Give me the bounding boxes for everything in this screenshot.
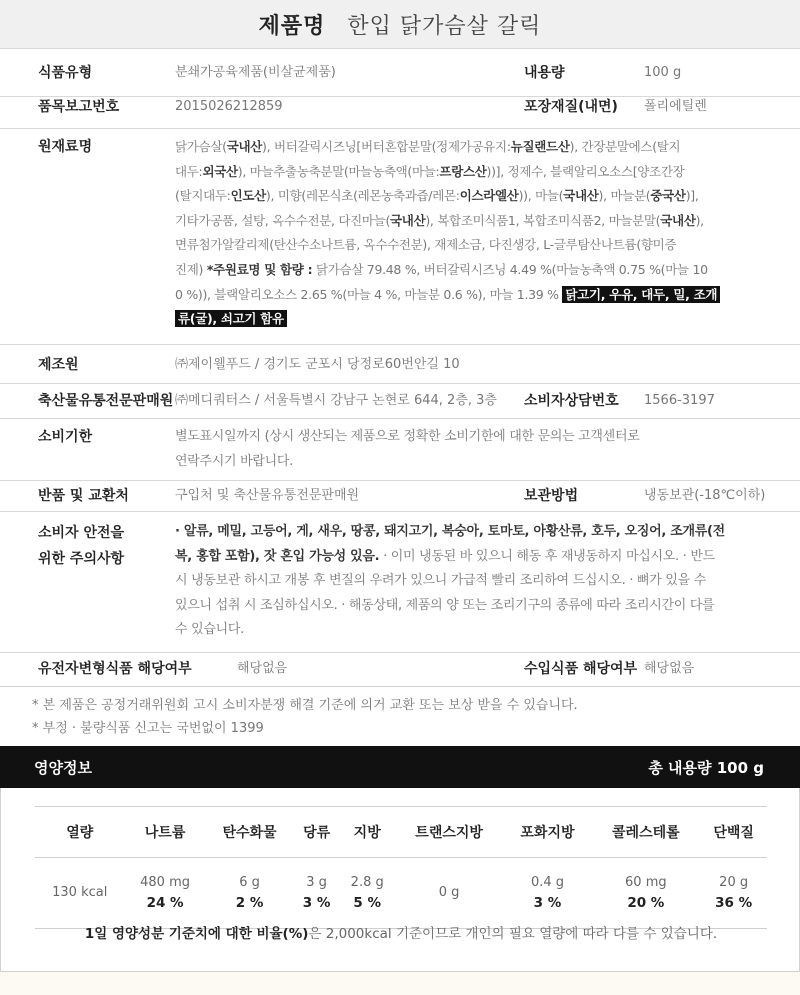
nutrient-cell <box>206 858 294 929</box>
nutrient-header: 포화지방 <box>504 807 592 858</box>
report-number-value: 2015026212859 <box>175 99 283 114</box>
ingredients-line: 진제) *주원료명 및 함량 : 닭가슴살 79.48 %, 버터갈릭시즈닝 4.49 %(마늘농축액 0.75 %(마늘 10 <box>175 261 708 277</box>
caution-line: 복, 홍합 포함), 잣 혼입 가능성 있음. · 이미 냉동된 바 있으니 해동 후 재냉동하지 마십시오. · 반드 <box>175 548 715 564</box>
nutrition-panel <box>0 788 800 972</box>
nutrient-percent: 3 % <box>302 894 331 911</box>
product-name-value: 한입 닭가슴살 갈릭 <box>347 13 542 39</box>
expiry-line: 연락주시기 바랍니다. <box>175 453 293 469</box>
nutrient-percent: 5 % <box>353 894 382 911</box>
report-number-label: 품목보고번호 <box>38 99 120 115</box>
disclaimer-note: * 부정 · 불량식품 신고는 국번없이 1399 <box>32 721 264 736</box>
nutrient-amount: 3 g <box>306 874 327 890</box>
nutrient-header: 트랜스지방 <box>395 807 504 858</box>
nutrient-cell <box>700 858 767 929</box>
nutrient-cell <box>504 858 592 929</box>
caution-label-line: 소비자 안전을 <box>38 525 125 541</box>
disclaimer-note: * 본 제품은 공정거래위원회 고시 소비자분쟁 해결 기준에 의거 교환 또는 보상 받을 수 있습니다. <box>32 698 578 713</box>
allergen-highlight: 류(굴), 쇠고기 함유 <box>175 310 287 327</box>
nutrient-amount: 130 kcal <box>52 885 108 900</box>
ingredients-line: 면류첨가알칼리제(탄산수소나트륨, 옥수수전분), 재제소금, 다진생강, L-글루탐산나트륨(향미증 <box>175 237 677 253</box>
ingredients-label: 원재료명 <box>38 139 93 155</box>
ingredients-line: 닭가슴살(국내산), 버터갈릭시즈닝[버터혼합분말(정제가공유지:뉴질랜드산), 간장분말에스(탈지 <box>175 139 681 154</box>
storage-label: 보관방법 <box>524 488 579 504</box>
ingredients-line: (탈지대두:인도산), 미향(레몬식초(레몬농축과즙/레몬:이스라엘산)), 마늘(국내산), 마늘분(중국산)], <box>175 188 699 204</box>
nutrient-cell <box>125 858 206 929</box>
nutrient-cell <box>293 858 339 929</box>
nutrition-footnote: 1일 영양성분 기준치에 대한 비율(%)은 2,000kcal 기준이므로 개인의 필요 열량에 따라 다를 수 있습니다. <box>84 926 718 942</box>
expiry-text <box>175 425 765 474</box>
nutrient-amount: 2.8 g <box>350 874 384 890</box>
return-label: 반품 및 교환처 <box>38 488 129 504</box>
consult-value: 1566-3197 <box>644 393 715 408</box>
nutrient-header: 탄수화물 <box>206 807 294 858</box>
row-food-type <box>0 49 800 97</box>
nutrient-amount: 60 mg <box>625 874 667 890</box>
caution-line: 수 있습니다. <box>175 622 244 638</box>
nutrient-amount: 0 g <box>438 885 460 900</box>
row-expiry <box>0 419 800 481</box>
manufacturer-label: 제조원 <box>38 357 79 373</box>
row-report-number <box>0 97 800 129</box>
seller-value: ㈜메디쿼터스 / 서울특별시 강남구 논현로 644, 2층, 3층 <box>175 393 497 408</box>
ingredients-text <box>175 135 765 332</box>
row-seller <box>0 384 800 419</box>
row-return <box>0 481 800 512</box>
nutrient-header: 나트륨 <box>125 807 206 858</box>
nutrient-header: 지방 <box>340 807 395 858</box>
allergen-highlight: 닭고기, 우유, 대두, 밀, 조개 <box>562 286 720 303</box>
nutrient-cell <box>395 858 504 929</box>
bottom-strip <box>0 972 800 995</box>
nutrient-amount: 0.4 g <box>530 874 564 890</box>
packaging-label: 포장재질(내면) <box>524 99 618 115</box>
volume-value: 100 g <box>644 65 682 80</box>
nutrient-amount: 20 g <box>719 874 749 890</box>
nutrient-cell <box>591 858 700 929</box>
expiry-line: 별도표시일까지 (상시 생산되는 제품으로 정확한 소비기한에 대한 문의는 고객센터로 <box>175 429 640 444</box>
nutrient-header: 단백질 <box>700 807 767 858</box>
nutrient-percent: 3 % <box>533 894 562 911</box>
nutrient-amount: 480 mg <box>140 874 191 890</box>
nutrition-header <box>0 746 800 788</box>
import-value: 해당없음 <box>644 661 695 676</box>
caution-text <box>175 520 765 643</box>
nutrition-total: 총 내용량 100 g <box>648 758 764 777</box>
ingredients-line: 0 %)), 블랙알리오소스 2.65 %(마늘 4 %, 마늘분 0.6 %), 마늘 1.39 % 닭고기, 우유, 대두, 밀, 조개 <box>175 283 765 308</box>
nutrient-header: 당류 <box>293 807 339 858</box>
nutrient-cell <box>340 858 395 929</box>
disclaimer-notes <box>32 694 578 740</box>
product-title-band <box>0 0 800 49</box>
caution-label <box>38 520 124 572</box>
food-type-label: 식품유형 <box>38 65 93 81</box>
caution-label-line: 위한 주의사항 <box>38 551 125 567</box>
row-gmo <box>0 653 800 687</box>
caution-line: 시 냉동보관 하시고 개봉 후 변질의 우려가 있으니 가급적 빨리 조리하여 드십시오. · 뼈가 있을 수 <box>175 573 706 589</box>
nutrient-header: 열량 <box>35 807 125 858</box>
ingredients-line <box>175 307 765 332</box>
gmo-label: 유전자변형식품 해당여부 <box>38 661 192 677</box>
volume-label: 내용량 <box>524 65 565 81</box>
storage-value: 냉동보관(-18℃이하) <box>644 488 766 503</box>
gmo-value: 해당없음 <box>237 661 288 676</box>
return-value: 구입처 및 축산물유통전문판매원 <box>175 488 360 503</box>
row-caution <box>0 512 800 653</box>
product-name-label: 제품명 <box>258 13 326 39</box>
nutrient-percent: 36 % <box>715 894 753 911</box>
manufacturer-value: ㈜제이웰푸드 / 경기도 군포시 당정로60번안길 10 <box>175 357 460 372</box>
nutrient-percent: 24 % <box>146 894 184 911</box>
nutrient-percent: 20 % <box>627 894 665 911</box>
nutrition-table <box>35 806 767 929</box>
nutrient-percent: 2 % <box>235 894 264 911</box>
expiry-label: 소비기한 <box>38 429 93 445</box>
consult-label: 소비자상담번호 <box>524 393 619 409</box>
row-manufacturer <box>0 345 800 384</box>
caution-line: · 알류, 메밀, 고등어, 게, 새우, 땅콩, 돼지고기, 복숭아, 토마토, 아황산류, 호두, 오징어, 조개류(전 <box>175 524 725 539</box>
row-ingredients <box>0 129 800 345</box>
packaging-value: 폴리에틸렌 <box>644 99 707 114</box>
food-type-value: 분쇄가공육제품(비살균제품) <box>175 65 336 80</box>
nutrient-header: 콜레스테롤 <box>591 807 700 858</box>
ingredients-line: 대두:외국산), 마늘추출농축분말(마늘농축액(마늘:프랑스산))], 정제수, 블랙알리오소스[양조간장 <box>175 163 685 179</box>
main-ingredient-heading: *주원료명 및 함량 : <box>206 261 313 277</box>
caution-line: 있으니 섭취 시 조심하십시오. · 해동상태, 제품의 양 또는 조리기구의 종류에 따라 조리시간이 다를 <box>175 597 715 613</box>
import-label: 수입식품 해당여부 <box>524 661 638 677</box>
nutrition-title: 영양정보 <box>34 758 92 777</box>
seller-label: 축산물유통전문판매원 <box>38 393 174 409</box>
nutrient-amount: 6 g <box>239 874 260 890</box>
nutrient-cell <box>35 858 125 929</box>
ingredients-line: 기타가공품, 설탕, 옥수수전분, 다진마늘(국내산), 복합조미식품1, 복합조미식품2, 마늘분말(국내산), <box>175 212 704 228</box>
